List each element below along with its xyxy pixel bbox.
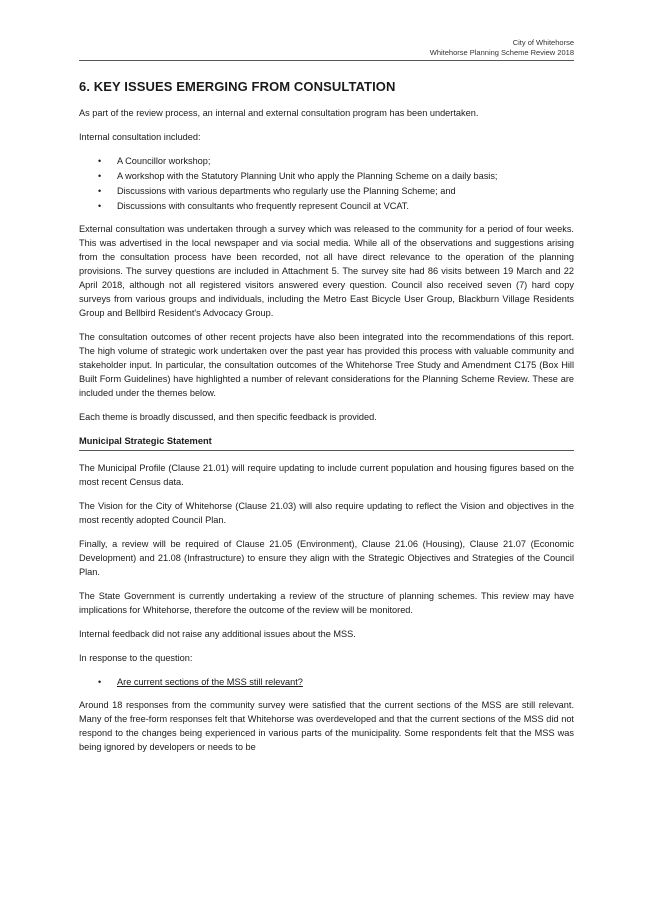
list-item: • A workshop with the Statutory Planning Unit who apply the Planning Scheme on a daily basis;: [79, 169, 574, 184]
bullet-icon: •: [98, 171, 102, 181]
mss-paragraph: The Municipal Profile (Clause 21.01) will require updating to include current population and housing figures based on the most recent Census data.: [79, 463, 574, 487]
page-content: [79, 79, 574, 764]
header-organisation: City of Whitehorse: [512, 38, 574, 47]
bullet-icon: •: [98, 156, 102, 166]
list-item: • A Councillor workshop;: [79, 154, 574, 169]
list-item: [79, 675, 574, 690]
survey-question: Are current sections of the MSS still relevant?: [117, 677, 303, 687]
page-header: [154, 38, 574, 58]
theme-paragraph: Each theme is broadly discussed, and then specific feedback is provided.: [79, 412, 377, 422]
section-title: 6. KEY ISSUES EMERGING FROM CONSULTATION: [79, 79, 396, 94]
mss-paragraph: In response to the question:: [79, 653, 193, 663]
header-divider: [79, 60, 574, 61]
intro-paragraph: As part of the review process, an internal and external consultation program has been undertaken.: [79, 108, 479, 118]
header-document-title: Whitehorse Planning Scheme Review 2018: [429, 48, 574, 57]
bullet-icon: •: [98, 186, 102, 196]
mss-heading: Municipal Strategic Statement: [79, 434, 574, 451]
bullet-icon: •: [98, 201, 102, 211]
consultation-outcomes-paragraph: The consultation outcomes of other recent projects have also been integrated into the recommendations of this report. The high volume of strategic work undertaken over the past year has provided this process with valuable community and stakeholder input. In particular, the consultation outcomes of the Whitehorse Tree Study and Amendment C175 (Box Hill Built Form Guidelines) have highlighted a number of relevant considerations for the Planning Scheme Review. These are included under the themes below.: [79, 332, 574, 398]
survey-response-paragraph: Around 18 responses from the community survey were satisfied that the current sections of the MSS are still relevant. Many of the free-form responses felt that Whitehorse was overdeveloped and that the current sections of the MSS did not respond to the changes being experienced in various parts of the municipality. Some respondents felt that the MSS was being ignored by developers or needs to be: [79, 700, 574, 752]
mss-paragraph: The State Government is currently undertaking a review of the structure of planning schemes. This review may have implications for Whitehorse, therefore the outcome of the review will be monitored.: [79, 591, 574, 615]
list-item: • Discussions with consultants who frequently represent Council at VCAT.: [79, 199, 574, 214]
bullet-icon: •: [98, 677, 102, 687]
mss-paragraph: Internal feedback did not raise any additional issues about the MSS.: [79, 629, 356, 639]
internal-consultation-list: [79, 154, 574, 214]
list-item: • Discussions with various departments who regularly use the Planning Scheme; and: [79, 184, 574, 199]
question-list: [79, 675, 574, 690]
mss-paragraph: The Vision for the City of Whitehorse (Clause 21.03) will also require updating to reflect the Vision and objectives in the most recently adopted Council Plan.: [79, 501, 574, 525]
internal-consultation-heading: Internal consultation included:: [79, 132, 201, 142]
mss-paragraph: Finally, a review will be required of Clause 21.05 (Environment), Clause 21.06 (Housing), Clause 21.07 (Economic Development) and 21.08 (Infrastructure) to ensure they align with the Strategic Objectives and Strategies of the Council Plan.: [79, 539, 574, 577]
external-consultation-paragraph: External consultation was undertaken through a survey which was released to the community for a period of four weeks. This was advertised in the local newspaper and via social media. While all of the observations and suggestions arising from the consultation process have been recorded, not all have direct relevance to the operation of the planning provisions. The survey questions are included in Attachment 5. The survey site had 86 visits between 19 March and 22 April 2018, although not all registered visitors answered every question. Council also received seven (7) hard copy surveys from various groups and individuals, including the Metro East Bicycle User Group, Blackburn Village Residents Group and Bellbird Resident's Advocacy Group.: [79, 224, 574, 318]
